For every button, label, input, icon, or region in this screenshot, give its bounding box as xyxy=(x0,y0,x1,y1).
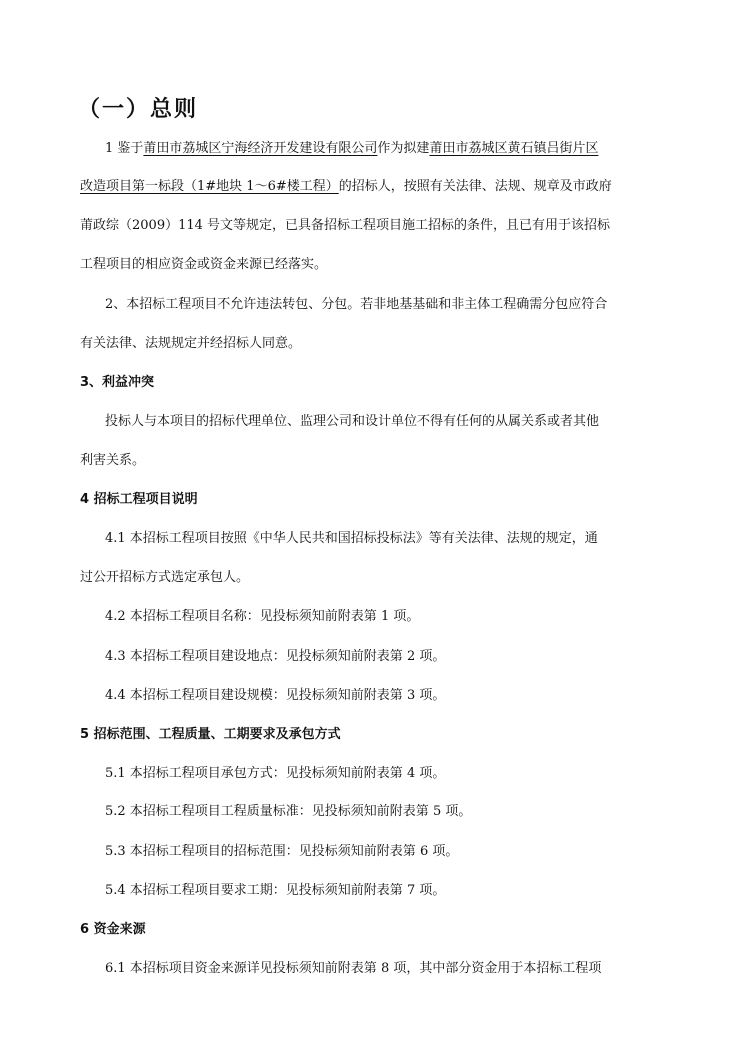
p42: 4.2 本招标工程项目名称：见投标须知前附表第 1 项。 xyxy=(105,609,420,624)
p3-line-2: 利害关系。 xyxy=(80,453,146,468)
p1-line-3: 莆政综（2009）114 号文等规定，已具备招标工程项目施工招标的条件，且已有用于该招标 xyxy=(80,218,611,233)
p1-mid: 作为拟建 xyxy=(377,141,430,156)
p1-line-2 xyxy=(80,178,612,196)
p3-line-1: 投标人与本项目的招标代理单位、监理公司和设计单位不得有任何的从属关系或者其他 xyxy=(105,414,600,429)
project-name-a: 莆田市荔城区黄石镇吕街片区 xyxy=(429,141,599,156)
p1-line-1 xyxy=(105,140,598,158)
section-title: （一）总则 xyxy=(78,97,199,122)
p1-rest: 的招标人，按照有关法律、法规、规章及市政府 xyxy=(338,179,612,194)
project-name-b: 改造项目第一标段（1#地块 1～6#楼工程） xyxy=(80,179,339,194)
p52: 5.2 本招标工程项目工程质量标准：见投标须知前附表第 5 项。 xyxy=(105,804,472,819)
p41-line-1: 4.1 本招标工程项目按照《中华人民共和国招标投标法》等有关法律、法规的规定，通 xyxy=(105,531,598,546)
owner-name: 莆田市荔城区宁海经济开发建设有限公司 xyxy=(143,141,378,156)
p1-prefix: 1 鉴于 xyxy=(105,141,144,156)
heading-5: 5 招标范围、工程质量、工期要求及承包方式 xyxy=(80,727,341,742)
p2-line-1: 2、本招标工程项目不允许违法转包、分包。若非地基基础和非主体工程确需分包应符合 xyxy=(105,297,608,312)
heading-6: 6 资金来源 xyxy=(80,922,146,937)
p61: 6.1 本招标项目资金来源详见投标须知前附表第 8 项，其中部分资金用于本招标工程项 xyxy=(105,961,602,976)
p2-line-2: 有关法律、法规规定并经招标人同意。 xyxy=(80,336,302,351)
p1-line-4: 工程项目的相应资金或资金来源已经落实。 xyxy=(80,257,328,272)
heading-4: 4 招标工程项目说明 xyxy=(80,492,198,507)
heading-3: 3、利益冲突 xyxy=(80,375,155,390)
p53: 5.3 本招标工程项目的招标范围：见投标须知前附表第 6 项。 xyxy=(105,844,459,859)
p43: 4.3 本招标工程项目建设地点：见投标须知前附表第 2 项。 xyxy=(105,649,446,664)
p51: 5.1 本招标工程项目承包方式：见投标须知前附表第 4 项。 xyxy=(105,766,446,781)
p41-line-2: 过公开招标方式选定承包人。 xyxy=(80,570,250,585)
p44: 4.4 本招标工程项目建设规模：见投标须知前附表第 3 项。 xyxy=(105,688,446,703)
p54: 5.4 本招标工程项目要求工期：见投标须知前附表第 7 项。 xyxy=(105,883,446,898)
